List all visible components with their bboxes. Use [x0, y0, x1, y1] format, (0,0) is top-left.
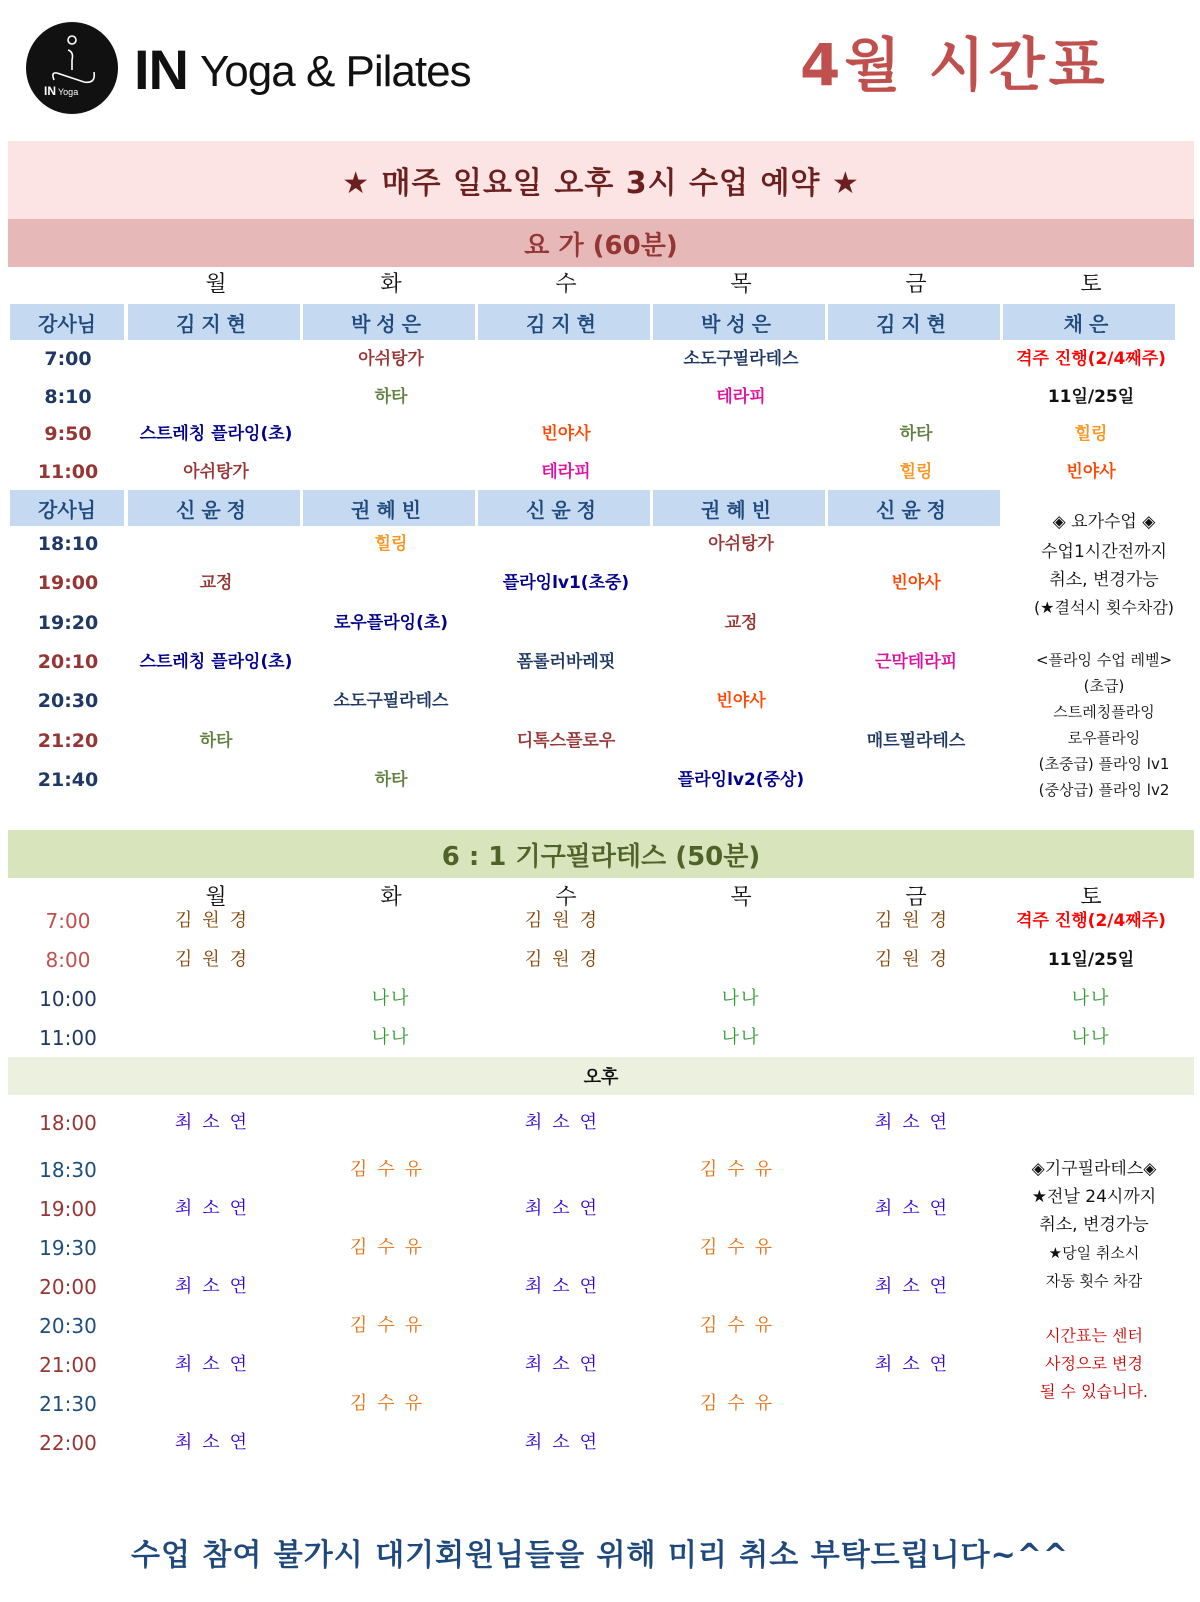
reservation-banner: ★ 매주 일요일 오후 3시 수업 예약 ★ [8, 141, 1194, 219]
instructor-name: 신윤정 [478, 490, 650, 526]
class-cell: 최소연 [174, 1276, 258, 1297]
day-label: 금 [905, 885, 927, 910]
day-label: 목 [730, 885, 752, 910]
class-cell: 최소연 [874, 1276, 958, 1297]
class-cell: 김수유 [349, 1315, 433, 1336]
class-cell: 김원경 [524, 910, 608, 931]
class-cell: 최소연 [174, 1198, 258, 1219]
time-label: 8:10 [44, 385, 92, 408]
instructor-label: 강사님 [10, 490, 124, 526]
class-cell: 아쉬탕가 [708, 534, 774, 554]
class-cell: 빈야사 [1066, 461, 1116, 482]
schedule-row [8, 902, 1194, 940]
instructor-label: 강사님 [10, 304, 124, 340]
class-cell: 디톡스플로우 [516, 730, 616, 751]
schedule-row [8, 453, 1194, 491]
class-cell: 최소연 [524, 1198, 608, 1219]
class-cell: 김원경 [524, 949, 608, 970]
flying-level-mid: (초중급) 플라잉 lv1 [1038, 755, 1170, 773]
class-cell: 최소연 [524, 1354, 608, 1375]
class-cell: 하타 [374, 769, 408, 790]
schedule-row [8, 1104, 1194, 1142]
instructor-name: 채은 [1003, 304, 1175, 340]
day-label: 월 [205, 272, 227, 297]
class-cell: 김원경 [874, 949, 958, 970]
class-cell: 소도구필라테스 [683, 349, 799, 369]
class-cell: 플라잉lv1(초중) [502, 573, 630, 594]
class-cell: 테라피 [716, 386, 766, 407]
class-cell: 나나 [371, 1027, 411, 1048]
class-cell: 매트필라테스 [866, 730, 966, 751]
class-cell: 최소연 [874, 1198, 958, 1219]
class-cell: 교정 [199, 573, 233, 594]
instructor-name: 권혜빈 [653, 490, 825, 526]
class-cell: 최소연 [524, 1112, 608, 1133]
class-cell: 나나 [1071, 988, 1111, 1009]
day-label: 토 [1080, 272, 1102, 297]
time-label: 21:20 [37, 729, 99, 752]
class-cell: 아쉬탕가 [358, 349, 424, 369]
time-label: 19:20 [37, 611, 99, 634]
pilates-section-title: 6 : 1 기구필라테스 (50분) [8, 830, 1194, 878]
time-label: 18:10 [37, 533, 99, 555]
class-cell: 최소연 [874, 1112, 958, 1133]
class-cell: 빈야사 [541, 424, 591, 444]
yoga-morning-instructors [8, 304, 1194, 340]
time-label: 18:30 [39, 1158, 97, 1182]
instructor-name: 김지현 [828, 304, 1000, 340]
class-cell: 최소연 [174, 1112, 258, 1133]
instructor-name: 박성은 [653, 304, 825, 340]
instructor-name: 김지현 [478, 304, 650, 340]
pilates-notes-line2: 취소, 변경가능 [1039, 1215, 1149, 1235]
time-label: 7:00 [44, 348, 92, 370]
class-cell: 소도구필라테스 [333, 691, 449, 712]
pilates-notes-line1: ★전날 24시까지 [1031, 1187, 1157, 1207]
day-label: 화 [380, 885, 402, 910]
time-label: 7:00 [45, 909, 91, 933]
flying-level-high: (중상급) 플라잉 lv2 [1038, 781, 1170, 799]
flying-level-beginner: (초급) [1083, 677, 1125, 695]
class-cell: 로우플라잉(초) [333, 612, 449, 633]
class-cell: 김원경 [174, 910, 258, 931]
schedule-row [8, 1019, 1194, 1057]
time-label: 8:00 [45, 948, 91, 972]
time-label: 10:00 [39, 987, 97, 1011]
flying-levels-heading: <플라잉 수업 레벨> [1035, 651, 1173, 669]
day-label: 화 [380, 272, 402, 297]
day-label: 월 [205, 885, 227, 910]
class-cell: 최소연 [874, 1354, 958, 1375]
class-cell: 교정 [724, 612, 758, 633]
schedule-row [8, 980, 1194, 1018]
day-label: 목 [730, 272, 752, 297]
class-cell: 하타 [199, 730, 233, 751]
brand-name [134, 30, 471, 100]
instructor-name: 권혜빈 [303, 490, 475, 526]
biweekly-note: 11일/25일 [1047, 950, 1135, 970]
yoga-section-title: 요 가 (60분) [8, 219, 1194, 267]
day-label: 수 [555, 885, 577, 910]
class-cell: 김수유 [349, 1159, 433, 1180]
page-title: 4월 시간표 [800, 31, 1109, 99]
header [0, 0, 1200, 130]
class-cell: 아쉬탕가 [183, 461, 249, 482]
logo-icon [26, 22, 118, 114]
yoga-notes-heading: ◈ 요가수업 ◈ [1052, 512, 1156, 532]
schedule-row [8, 415, 1194, 453]
time-label: 11:00 [39, 1026, 97, 1050]
time-label: 21:00 [39, 1353, 97, 1377]
schedule-row [8, 340, 1194, 378]
class-cell: 나나 [721, 1027, 761, 1048]
class-cell: 빈야사 [716, 691, 766, 712]
flying-level-beginner-1: 스트레칭플라잉 [1053, 703, 1155, 721]
class-cell: 나나 [1071, 1027, 1111, 1048]
instructor-name: 박성은 [303, 304, 475, 340]
pilates-notes-line4: 자동 횟수 차감 [1045, 1272, 1143, 1290]
time-label: 20:30 [37, 690, 99, 713]
biweekly-note: 격주 진행(2/4째주) [1016, 911, 1166, 931]
schedule-notice-1: 시간표는 센터 [1045, 1326, 1143, 1345]
yoga-day-header [8, 267, 1194, 301]
time-label: 18:00 [39, 1111, 97, 1135]
yoga-notes-line2: 취소, 변경가능 [1049, 570, 1159, 590]
day-label: 금 [905, 272, 927, 297]
class-cell: 빈야사 [891, 573, 941, 594]
class-cell: 힐링 [1074, 424, 1108, 444]
class-cell: 힐링 [374, 534, 408, 554]
class-cell: 근막테라피 [874, 651, 958, 672]
instructor-name: 신윤정 [828, 490, 1000, 526]
logo-mini-text: IN [44, 84, 56, 98]
footer-message: 수업 참여 불가시 대기회원님들을 위해 미리 취소 부탁드립니다~^^ [131, 1538, 1069, 1573]
instructor-name: 김지현 [128, 304, 300, 340]
class-cell: 플라잉lv2(중상) [677, 769, 805, 790]
biweekly-note: 11일/25일 [1047, 386, 1135, 407]
class-cell: 스트레칭 플라잉(초) [139, 424, 293, 444]
class-cell: 김원경 [874, 910, 958, 931]
schedule-notice-3: 될 수 있습니다. [1040, 1382, 1148, 1401]
instructor-name: 신윤정 [128, 490, 300, 526]
time-label: 20:10 [37, 650, 99, 673]
brand-in: IN [134, 38, 188, 101]
yoga-notes-line1: 수업1시간전까지 [1041, 542, 1167, 562]
class-cell: 김수유 [349, 1237, 433, 1258]
class-cell: 최소연 [174, 1432, 258, 1453]
class-cell: 김수유 [349, 1393, 433, 1414]
class-cell: 하타 [899, 424, 933, 444]
class-cell: 김수유 [699, 1237, 783, 1258]
class-cell: 김수유 [699, 1159, 783, 1180]
flying-level-beginner-2: 로우플라잉 [1067, 729, 1141, 747]
time-label: 20:00 [39, 1275, 97, 1299]
biweekly-note: 격주 진행(2/4째주) [1016, 349, 1166, 369]
time-label: 22:00 [39, 1431, 97, 1455]
time-label: 9:50 [44, 423, 92, 445]
class-cell: 스트레칭 플라잉(초) [139, 651, 293, 672]
time-label: 19:30 [39, 1236, 97, 1260]
class-cell: 힐링 [899, 461, 933, 482]
class-cell: 김원경 [174, 949, 258, 970]
class-cell: 최소연 [174, 1354, 258, 1375]
time-label: 21:40 [37, 768, 99, 791]
time-label: 19:00 [37, 572, 99, 595]
class-cell: 나나 [371, 988, 411, 1009]
class-cell: 하타 [374, 386, 408, 407]
schedule-row [8, 941, 1194, 979]
class-cell: 최소연 [524, 1432, 608, 1453]
time-label: 11:00 [37, 460, 99, 483]
time-label: 21:30 [39, 1392, 97, 1416]
class-cell: 테라피 [541, 461, 591, 482]
schedule-row [8, 378, 1194, 416]
class-cell: 김수유 [699, 1315, 783, 1336]
day-label: 토 [1080, 885, 1102, 910]
logo-mini-sub: Yoga [58, 87, 79, 97]
day-label: 수 [555, 272, 577, 297]
schedule-row [8, 1424, 1194, 1462]
pm-divider: 오후 [8, 1057, 1194, 1095]
yoga-notes-line3: (★결석시 횟수차감) [1033, 598, 1175, 617]
pilates-notes-line3: ★당일 취소시 [1048, 1244, 1140, 1262]
class-cell: 최소연 [524, 1276, 608, 1297]
time-label: 20:30 [39, 1314, 97, 1338]
brand-rest: Yoga & Pilates [200, 47, 471, 96]
class-cell: 폼롤러바레핏 [516, 651, 616, 672]
time-label: 19:00 [39, 1197, 97, 1221]
class-cell: 김수유 [699, 1393, 783, 1414]
schedule-notice-2: 사정으로 변경 [1045, 1354, 1143, 1373]
pilates-notes-heading: ◈기구필라테스◈ [1031, 1159, 1157, 1179]
class-cell: 나나 [721, 988, 761, 1009]
